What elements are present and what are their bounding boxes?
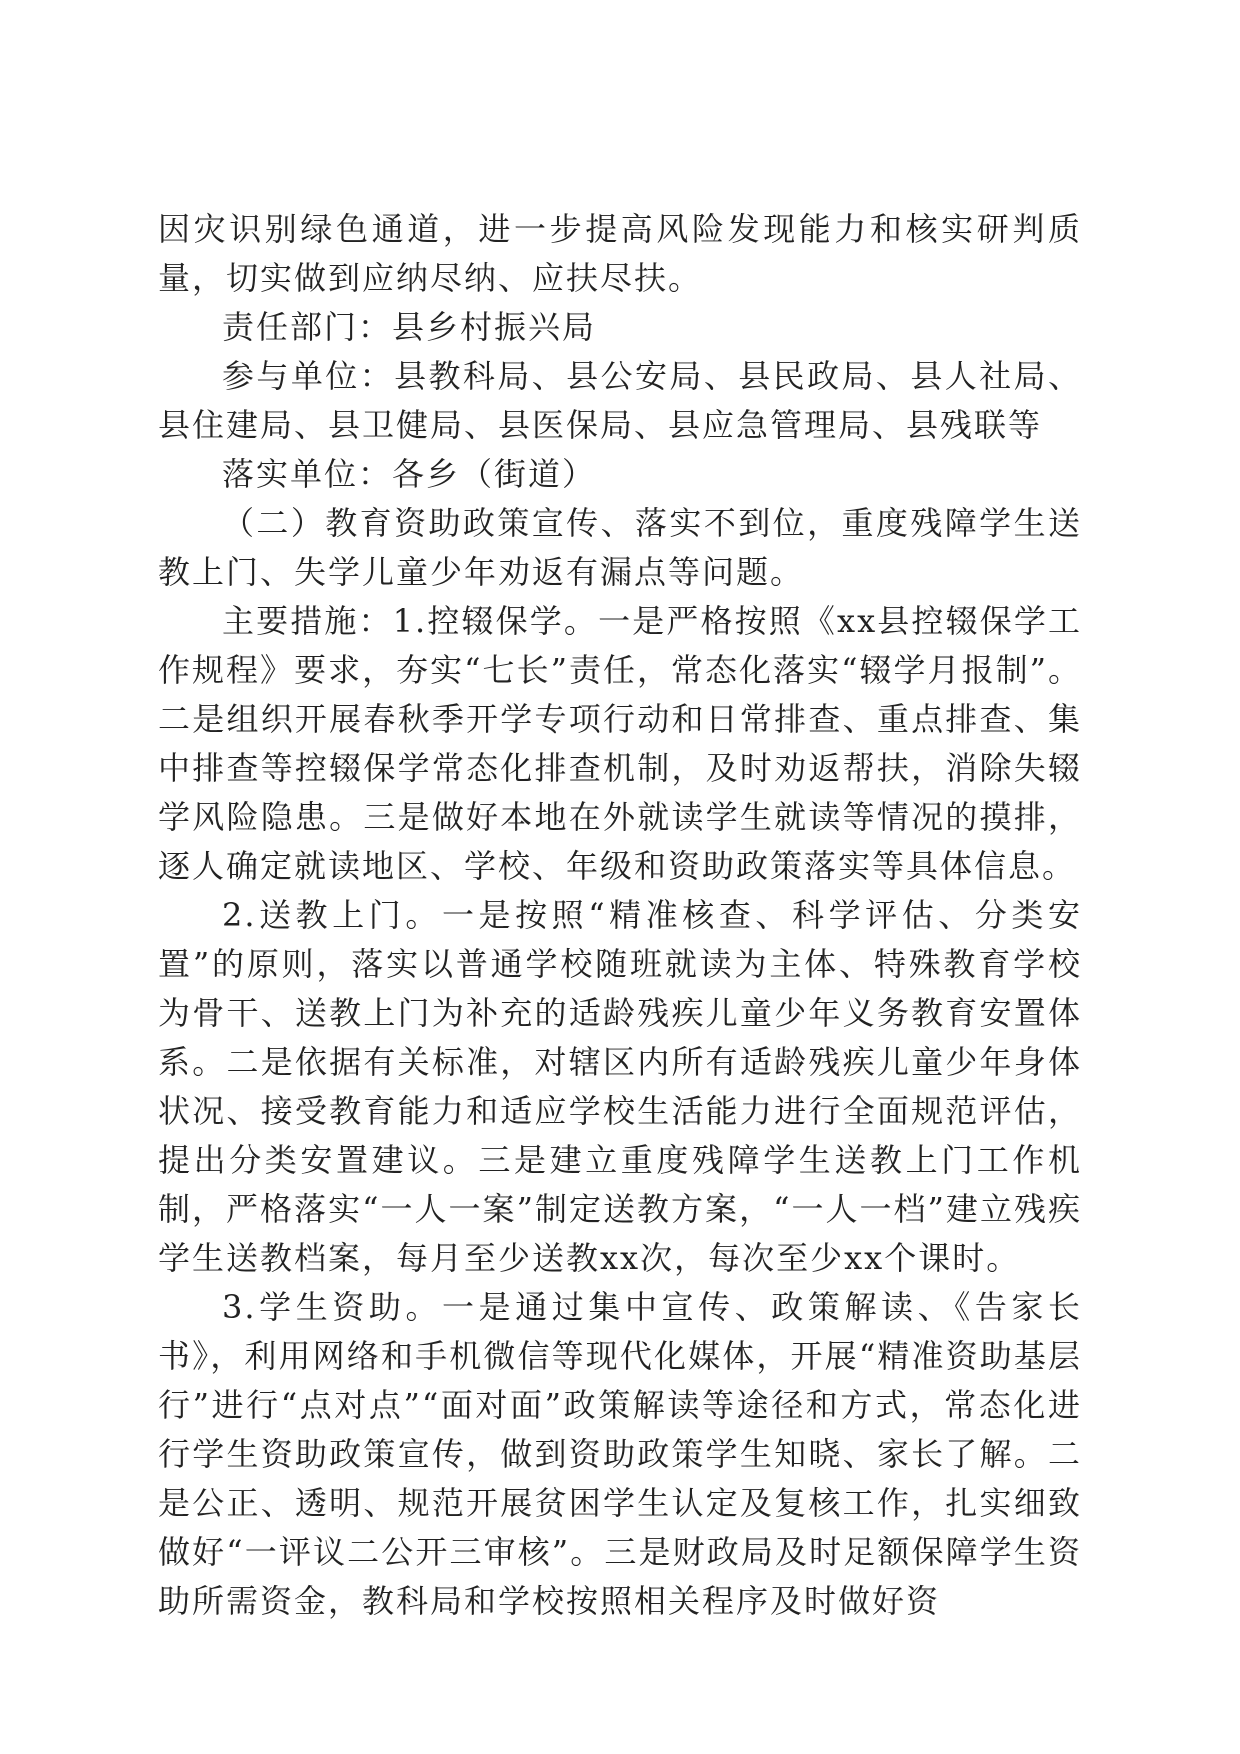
paragraph-responsible-department: 责任部门：县乡村振兴局 [222,308,597,346]
document-body [158,205,1082,1626]
paragraph-continuation: 因灾识别绿色通道，进一步提高风险发现能力和核实研判质量，切实做到应纳尽纳、应扶尽扶。 [158,210,1082,297]
paragraph-implementing-units: 落实单位：各乡（街道） [222,455,597,493]
paragraph-home-teaching: 2.送教上门。一是按照“精准核查、科学评估、分类安置”的原则，落实以普通学校随班就读为主体、特殊教育学校为骨干、送教上门为补充的适龄残疾儿童少年义务教育安置体系。二是依据有关标准，对辖区内所有适龄残疾儿童少年身体状况、接受教育能力和适应学校生活能力进行全面规范评估，提出分类安置建议。三是建立重度残障学生送教上门工作机制，严格落实“一人一案”制定送教方案，“一人一档”建立残疾学生送教档案，每月至少送教xx次，每次至少xx个课时。 [158,896,1082,1277]
paragraph-student-aid: 3.学生资助。一是通过集中宣传、政策解读、《告家长书》，利用网络和手机微信等现代化媒体，开展“精准资助基层行”进行“点对点”“面对面”政策解读等途径和方式，常态化进行学生资助政策宣传，做到资助政策学生知晓、家长了解。二是公正、透明、规范开展贫困学生认定及复核工作，扎实细致做好“一评议二公开三审核”。三是财政局及时足额保障学生资助所需资金，教科局和学校按照相关程序及时做好资 [158,1288,1082,1620]
paragraph-main-measures: 主要措施：1.控辍保学。一是严格按照《xx县控辍保学工作规程》要求，夯实“七长”责任，常态化落实“辍学月报制”。二是组织开展春秋季开学专项行动和日常排查、重点排查、集中排查等控辍保学常态化排查机制，及时劝返帮扶，消除失辍学风险隐患。三是做好本地在外就读学生就读等情况的摸排，逐人确定就读地区、学校、年级和资助政策落实等具体信息。 [158,602,1082,885]
paragraph-participating-units: 参与单位：县教科局、县公安局、县民政局、县人社局、县住建局、县卫健局、县医保局、县应急管理局、县残联等 [158,357,1082,444]
paragraph-section-heading: （二）教育资助政策宣传、落实不到位，重度残障学生送教上门、失学儿童少年劝返有漏点等问题。 [158,504,1082,591]
